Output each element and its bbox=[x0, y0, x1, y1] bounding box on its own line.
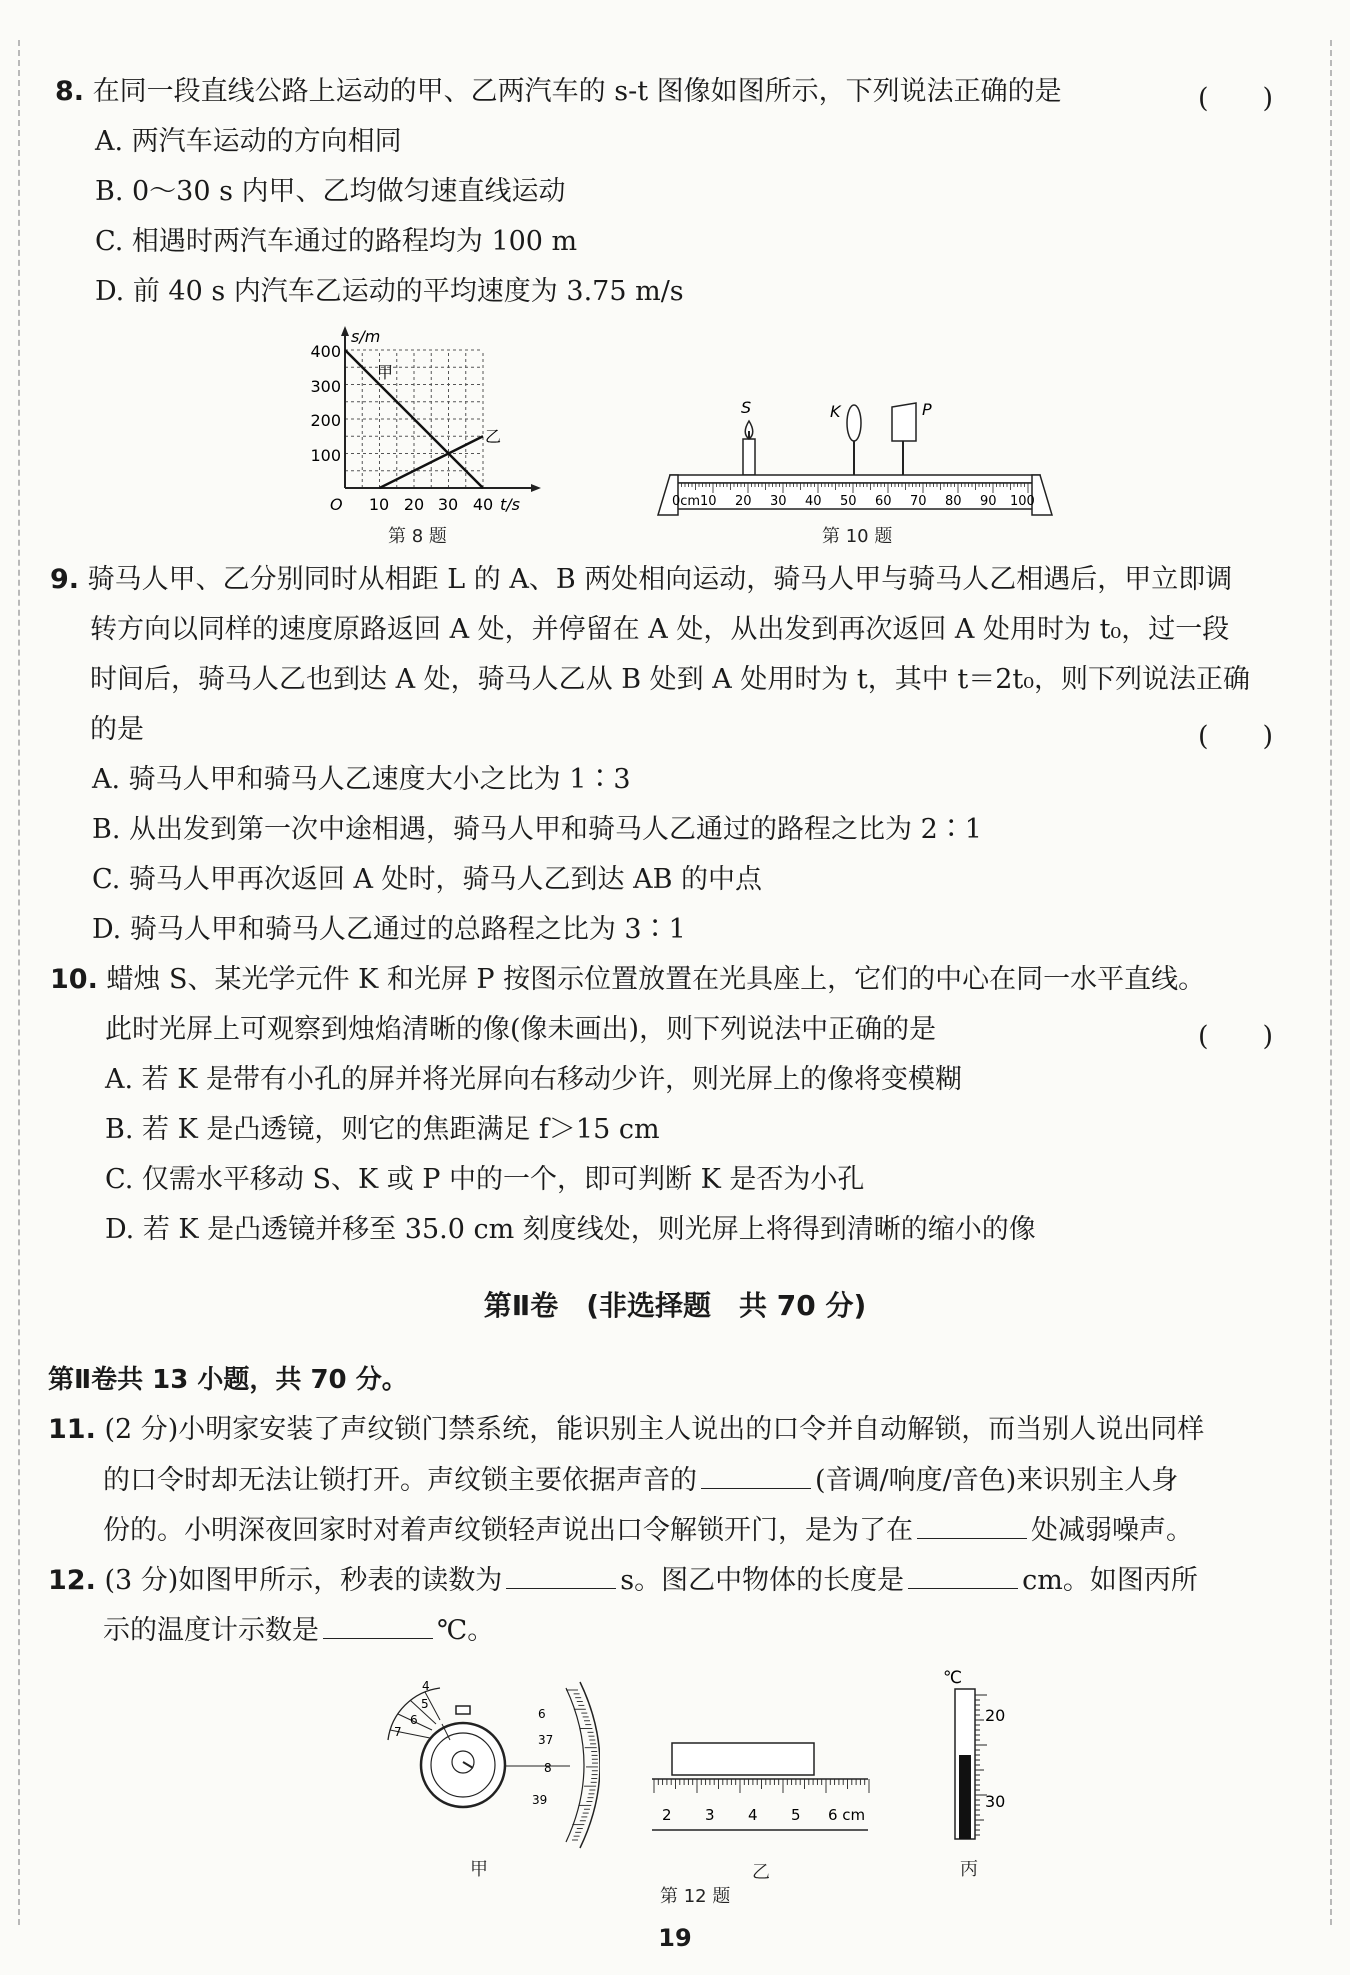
bench-top bbox=[670, 475, 1040, 483]
scale-label-20: 20 bbox=[735, 494, 752, 509]
q11-text-3a: 份的。小明深夜回家时对着声纹锁轻声说出口令解锁开门，是为了在 bbox=[103, 1515, 913, 1546]
scale-label-80: 80 bbox=[945, 494, 962, 509]
q8-x-arrow bbox=[531, 484, 541, 492]
q8-x-tick-40: 40 bbox=[472, 495, 494, 514]
section-title: 第Ⅱ卷 (非选择题 共 70 分) bbox=[483, 1289, 867, 1322]
right-margin-line bbox=[1330, 40, 1332, 1925]
q9-option-c: C. 骑马人甲再次返回 A 处时，骑马人乙到达 AB 的中点 bbox=[92, 864, 763, 895]
q9-option-d: D. 骑马人甲和骑马人乙通过的总路程之比为 3∶1 bbox=[92, 914, 686, 945]
q9-number: 9. bbox=[50, 564, 80, 595]
q10-option-a: A. 若 K 是带有小孔的屏并将光屏向右移动少许，则光屏上的像将变模糊 bbox=[105, 1064, 962, 1095]
thermo-30: 30 bbox=[985, 1792, 1006, 1811]
q12-figure-caption: 第 12 题 bbox=[660, 1886, 731, 1907]
q11-blank-1[interactable] bbox=[701, 1460, 811, 1489]
q12-blank-2[interactable] bbox=[908, 1560, 1018, 1589]
scale-label-50: 50 bbox=[840, 494, 857, 509]
q8-stem bbox=[55, 72, 1062, 112]
big-dial-39: 39 bbox=[532, 1793, 548, 1807]
q9-text-1: 骑马人甲、乙分别同时从相距 L 的 A、B 两处相向运动，骑马人甲与骑马人乙相遇后，甲立即调 bbox=[87, 564, 1233, 595]
q10-option-d: D. 若 K 是凸透镜并移至 35.0 cm 刻度线处，则光屏上将得到清晰的缩小的像 bbox=[105, 1214, 1036, 1245]
q8-option-a: A. 两汽车运动的方向相同 bbox=[95, 126, 402, 157]
q8-st-graph bbox=[295, 320, 555, 520]
q10-number: 10. bbox=[50, 964, 98, 995]
q10-answer-paren: ( ) bbox=[1198, 1021, 1274, 1052]
page-number: 19 bbox=[658, 1924, 692, 1952]
q12-blank-1[interactable] bbox=[506, 1560, 616, 1589]
q12-thermometer-figure bbox=[935, 1665, 1025, 1845]
q12-number: 12. bbox=[48, 1565, 96, 1596]
q12-text-1b: s。图乙中物体的长度是 bbox=[620, 1565, 905, 1596]
candle-s bbox=[741, 398, 755, 475]
q11-text-2b: (音调/响度/音色)来识别主人身 bbox=[815, 1465, 1179, 1496]
q10-text-1: 蜡烛 S、某光学元件 K 和光屏 P 按图示位置放置在光具座上，它们的中心在同一水平直线。 bbox=[106, 964, 1206, 995]
label-k: K bbox=[830, 402, 841, 421]
scale-label-0: 0cm bbox=[672, 494, 701, 509]
q12-text-1c: cm。如图丙所 bbox=[1022, 1565, 1198, 1596]
left-margin-line bbox=[18, 40, 20, 1925]
scale-label-70: 70 bbox=[910, 494, 927, 509]
q8-figure-caption: 第 8 题 bbox=[388, 526, 447, 547]
ruler-4: 4 bbox=[748, 1806, 758, 1824]
q8-stem-text: 在同一段直线公路上运动的甲、乙两汽车的 s-t 图像如图所示，下列说法正确的是 bbox=[92, 76, 1062, 107]
stopwatch-body bbox=[421, 1723, 505, 1807]
q12-text-2b: ℃。 bbox=[437, 1615, 495, 1646]
q10-figure-caption: 第 10 题 bbox=[822, 526, 893, 547]
q12-text-2a: 示的温度计示数是 bbox=[103, 1615, 319, 1646]
fig12-sub-bing: 丙 bbox=[960, 1859, 978, 1880]
q8-option-c: C. 相遇时两汽车通过的路程均为 100 m bbox=[95, 226, 578, 257]
q8-option-d: D. 前 40 s 内汽车乙运动的平均速度为 3.75 m/s bbox=[95, 276, 684, 307]
q11-text-1: (2 分)小明家安装了声纹锁门禁系统，能识别主人说出的口令并自动解锁，而当别人说出同样 bbox=[104, 1414, 1205, 1445]
thermo-unit: ℃ bbox=[943, 1668, 963, 1688]
lens-k bbox=[830, 402, 861, 475]
big-dial-arc bbox=[580, 1682, 600, 1848]
q9-line-1 bbox=[50, 560, 1232, 600]
small-dial-6: 6 bbox=[410, 1713, 418, 1727]
q8-series-label-jia: 甲 bbox=[377, 363, 394, 382]
q8-y-tick-300: 300 bbox=[310, 377, 341, 396]
scale-label-30: 30 bbox=[770, 494, 787, 509]
q11-number: 11. bbox=[48, 1414, 96, 1445]
small-dial-5: 5 bbox=[421, 1697, 429, 1711]
big-dial-6: 6 bbox=[538, 1707, 546, 1721]
fig12-sub-jia: 甲 bbox=[470, 1859, 488, 1880]
q10-optical-bench bbox=[640, 395, 1080, 525]
big-dial-8: 8 bbox=[544, 1761, 552, 1775]
q9-option-a: A. 骑马人甲和骑马人乙速度大小之比为 1∶3 bbox=[92, 764, 631, 795]
q9-line-3: 时间后，骑马人乙也到达 A 处，骑马人乙从 B 处到 A 处用时为 t，其中 t＝2t₀，则下列说法正确 bbox=[90, 664, 1251, 695]
q8-x-tick-10: 10 bbox=[368, 495, 390, 514]
screen-p bbox=[892, 400, 932, 475]
q12-text-1a: (3 分)如图甲所示，秒表的读数为 bbox=[104, 1565, 503, 1596]
q11-line-2 bbox=[103, 1460, 1178, 1501]
scale-label-90: 90 bbox=[980, 494, 997, 509]
q12-blank-3[interactable] bbox=[323, 1610, 433, 1639]
q10-line-1 bbox=[50, 960, 1205, 1000]
scale-label-60: 60 bbox=[875, 494, 892, 509]
q8-y-axis-label: s/m bbox=[351, 327, 381, 346]
q8-series-label-yi: 乙 bbox=[485, 427, 502, 446]
q11-line-3 bbox=[103, 1510, 1193, 1551]
q10-option-b: B. 若 K 是凸透镜，则它的焦距满足 f＞15 cm bbox=[105, 1114, 660, 1145]
scale-label-10: 10 bbox=[700, 494, 717, 509]
q10-line-2: 此时光屏上可观察到烛焰清晰的像(像未画出)，则下列说法中正确的是 bbox=[105, 1014, 937, 1045]
bench-right-foot bbox=[1032, 475, 1052, 515]
q8-y-tick-200: 200 bbox=[310, 411, 341, 430]
q11-text-3b: 处减弱噪声。 bbox=[1031, 1515, 1193, 1546]
ruler-5: 5 bbox=[791, 1806, 801, 1824]
scale-label-40: 40 bbox=[805, 494, 822, 509]
q9-answer-paren: ( ) bbox=[1198, 721, 1274, 752]
ruler-3: 3 bbox=[705, 1806, 715, 1824]
q8-origin-label: O bbox=[330, 495, 343, 514]
q12-line-1 bbox=[48, 1560, 1198, 1601]
q8-option-b: B. 0～30 s 内甲、乙均做匀速直线运动 bbox=[95, 176, 566, 207]
thermo-liquid bbox=[959, 1755, 971, 1839]
q9-line-2: 转方向以同样的速度原路返回 A 处，并停留在 A 处，从出发到再次返回 A 处用时为 t₀，过一段 bbox=[90, 614, 1230, 645]
ruler-6cm: 6 cm bbox=[828, 1806, 866, 1824]
q8-answer-paren: ( ) bbox=[1198, 83, 1274, 114]
fig12-sub-yi: 乙 bbox=[752, 1862, 770, 1883]
q12-ruler-figure bbox=[640, 1735, 880, 1845]
small-dial-7: 7 bbox=[394, 1725, 402, 1739]
q12-stopwatch-figure bbox=[380, 1680, 600, 1850]
q8-x-tick-20: 20 bbox=[403, 495, 425, 514]
scale-label-100: 100 bbox=[1010, 494, 1035, 509]
q11-blank-2[interactable] bbox=[917, 1510, 1027, 1539]
q8-number: 8. bbox=[55, 76, 85, 107]
q11-text-2a: 的口令时却无法让锁打开。声纹锁主要依据声音的 bbox=[103, 1465, 697, 1496]
q10-option-c: C. 仅需水平移动 S、K 或 P 中的一个，即可判断 K 是否为小孔 bbox=[105, 1164, 865, 1195]
q8-y-tick-400: 400 bbox=[310, 342, 341, 361]
ruler-2: 2 bbox=[662, 1806, 672, 1824]
q12-line-2 bbox=[103, 1610, 494, 1651]
q11-line-1 bbox=[48, 1410, 1204, 1450]
q9-line-4: 的是 bbox=[90, 714, 144, 745]
thermo-20: 20 bbox=[985, 1706, 1006, 1725]
q9-option-b: B. 从出发到第一次中途相遇，骑马人甲和骑马人乙通过的路程之比为 2∶1 bbox=[92, 814, 982, 845]
stopwatch-crown bbox=[456, 1706, 470, 1714]
big-dial-37: 37 bbox=[538, 1733, 554, 1747]
label-p: P bbox=[922, 400, 932, 419]
small-dial-4: 4 bbox=[422, 1680, 430, 1693]
measured-block bbox=[672, 1743, 814, 1775]
q8-x-axis-label: t/s bbox=[500, 495, 520, 514]
q8-y-arrow bbox=[341, 326, 349, 336]
label-s: S bbox=[741, 398, 752, 417]
q8-y-tick-100: 100 bbox=[310, 446, 341, 465]
q8-x-tick-30: 30 bbox=[437, 495, 459, 514]
section-intro: 第Ⅱ卷共 13 小题，共 70 分。 bbox=[48, 1365, 408, 1395]
